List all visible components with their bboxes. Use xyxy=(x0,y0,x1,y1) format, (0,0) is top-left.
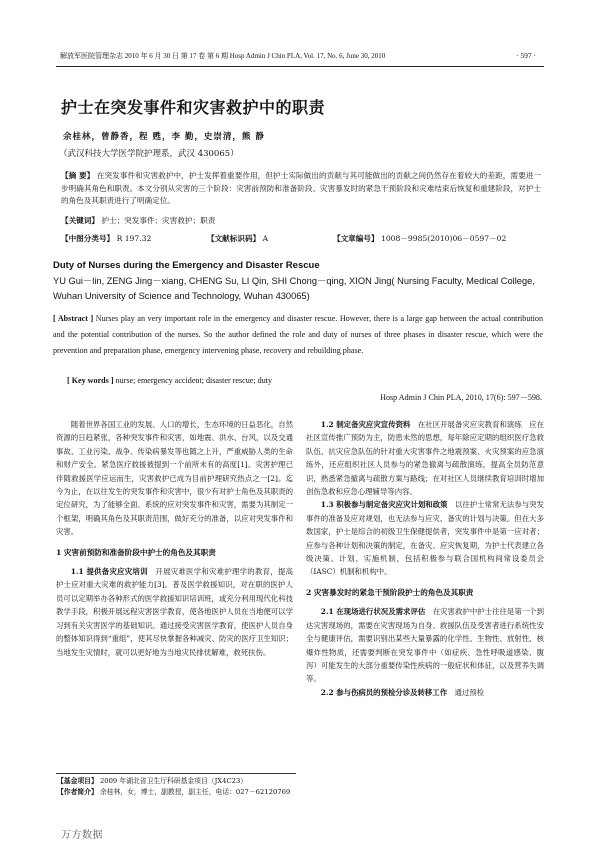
abstract-cn-label: 【摘 要】 xyxy=(61,171,95,180)
keywords-cn xyxy=(61,215,215,226)
doc-code-value: A xyxy=(262,234,269,243)
document-code xyxy=(207,233,268,244)
authors-en: YU Gui－lin, ZENG Jing－xiang, CHENG Su, LI Qin, SHI Chong－qing, XION Jing( Nursing Faculty, Medical College, Wuhan University of Science and Technology, Wuhan 430065) xyxy=(53,276,535,301)
author-bio-label: 【作者简介】 xyxy=(57,787,98,796)
section-1-1-heading: 1.1 提供备灾应灾培训 xyxy=(70,567,148,577)
section-2-2-paragraph xyxy=(306,686,544,699)
section-1-2-text: 在社区开展备灾应灾教育和演练 应在社区宣传推广预防为主，防患未然的思想，每年除应定期的组织医疗急救队伍、抗灾应急队伍的针对重大灾害事件之地震预案、火灾预案的应急演练外，还应组织社区人员参与的紧急撤离与疏散演练，提高全员防范意识，熟悉紧急撤离与疏散方案与路线；在对社区人员继续教育培训时增加创伤急救和应急心理辅导等内容。 xyxy=(306,420,544,497)
section-2-heading: 2 灾害暴发时的紧急干预阶段护士的角色及其职责 xyxy=(306,587,474,597)
keywords-cn-text: 护士；突发事件；灾害救护；职责 xyxy=(101,216,216,225)
author-bio-text: 余桂林，女，博士，副教授，副主任，电话：027－62120769 xyxy=(99,787,291,796)
abstract-en-label: [ Abstract ] xyxy=(53,314,94,323)
footnote-rule xyxy=(56,773,296,774)
section-1-3-text: 以往护士常常无法参与突发事件的准备及应对规划，也无法参与应灾、备灾的计划与决策。但在大多数国家，护士是综合的初级卫生保健提供者，突发事件中是第一应对者；应参与各种计划和决策的制定，在备灾、应灾恢复期，为护士代表建立各级决策、计划、实施机制，包括积极参与联合国机构间常设委员会（IASC）机制和机构中。 xyxy=(306,500,544,577)
affiliation-cn: （武汉科技大学医学院护理系，武汉 430065） xyxy=(59,149,239,159)
author-note xyxy=(57,787,297,798)
section-1-1-text: 开展灾难医学和灾难护理学的教育，提高护士应对重大灾难的救护能力[3]。普及医学救援知识，对在职的医护人员可以定期举办各种形式的医学救援知识培训班，或充分利用现代化科技教学手段，积极开展远程灾害医学教育，使各地医护人员在当地便可以学习到有关灾害医学的基础知识。通过接受灾害医学教育，使医护人员自身的整体知识得到“重组”，使其尽快掌握各种减灾、防灾的医疗卫生知识；当地发生灾情时，就可以更好地为当地灾民排忧解难，救死扶伤。 xyxy=(56,567,293,657)
header-rule xyxy=(56,66,544,67)
section-2-2-text: 通过预检 xyxy=(454,687,485,697)
keywords-en-text: nurse; emergency accident; disaster rescue; duty xyxy=(115,376,273,385)
abstract-en xyxy=(53,311,543,359)
article-title-en: Duty of Nurses during the Emergency and Disaster Rescue xyxy=(53,260,320,271)
keywords-cn-label: 【关键词】 xyxy=(61,216,99,225)
section-2-1-heading: 2.1 在现场进行状况及需求评估 xyxy=(320,607,426,617)
citation-en: Hosp Admin J Chin PLA, 2010, 17(6): 597－598. xyxy=(380,393,542,402)
abstract-cn xyxy=(61,170,541,208)
fund-label: 【基金项目】 xyxy=(57,777,98,785)
section-2-1-text: 在灾害救护中护士往往是第一个到达灾害现场的，需要在灾害现场为自身、救援队伍及受害者进行系统性安全与健康评估，需要识别出某些大量暴露的化学性、生物性、放射性、核爆炸性物质，还需要判断在突发事件中（如症疾、急性呼吸道感染、腹泻）可能发生的大部分重要传染性疾病的一般症状和体征，以及营养失调等。 xyxy=(306,607,544,684)
fund-note xyxy=(57,776,297,787)
fund-text: 2009 年湖北省卫生厅科研基金项目（JX4C23） xyxy=(99,777,248,785)
doc-code-label: 【文献标识码】 xyxy=(207,234,261,243)
clc-label: 【中图分类号】 xyxy=(61,234,115,243)
clc-number xyxy=(61,233,151,244)
article-no-value: 1008－9985(2010)06－0597－02 xyxy=(380,234,507,243)
page-number: · 597 · xyxy=(516,51,536,60)
abstract-en-text: Nurses play an very important role in the emergency and disaster rescue. However, there is a large gap between the actual contribution and the potential contribution of the nurses. So the author defined the role and duty of nurses of three phases in disaster rescue, which were the prevention and preparation phase, emergency intervening phase, recovery and rebuilding phase. xyxy=(53,314,543,355)
footnote xyxy=(57,776,297,797)
intro-paragraph: 随着世界各国工业的发展、人口的增长，生态环境的日益恶化，自然资源的日趋紧张，各种突发事件和灾害，如地震、洪水、台风，以及交通事故、工业污染、战争、传染病暴发等也随之上升，严重威胁人类的生命和财产安全。紧急医疗救援被提到一个前所未有的高度[1]。灾害护理已伴随救援医学应运而生，灾害救护已成为目前护理研究热点之一[2]。迄今为止，在以往发生的突发事件和灾害中，很少有对护士角色及其职责的定位研究，为了能够全面、系统的应对突发事件和灾害，需要为其制定一个框架，明确其角色及其职责范围，做好充分的准备，以应对突发事件和灾害。 xyxy=(56,420,293,537)
section-1-3-heading: 1.3 积极参与制定备灾应灾计划和政策 xyxy=(320,500,448,510)
section-1-1-paragraph xyxy=(56,565,293,659)
abstract-cn-text: 在突发事件和灾害救护中，护士发挥着重要作用，但护士实际做出的贡献与其可能做出的贡献之间仍然存在着较大的差距，需要进一步明确其角色和职责。本文分别从灾害的三个阶段：灾害前预防和准备阶段、灾害暴发时的紧急干预阶段和灾难结束后恢复和重建阶段，对护士的角色及其职责进行了明确定位。 xyxy=(61,171,541,206)
section-1-heading: 1 灾害前预防和准备阶段中护士的角色及其职责 xyxy=(56,547,216,557)
authors-cn: 余桂林，曾静香，程 甦，李 勤，史崇清，熊 静 xyxy=(63,132,265,142)
wanfang-watermark: 万方数据 xyxy=(61,830,103,841)
body-column-left xyxy=(56,418,293,659)
clc-value: R 197.32 xyxy=(116,234,152,243)
keywords-en-label: [ Key words ] xyxy=(67,376,114,385)
section-2-1-paragraph xyxy=(306,605,544,685)
body-column-right xyxy=(306,418,544,699)
keywords-en xyxy=(67,376,272,385)
section-1-2-heading: 1.2 制定备灾应灾宣传资料 xyxy=(320,420,411,429)
article-number xyxy=(333,233,506,244)
section-1-2-paragraph xyxy=(306,418,544,498)
running-header: 解放军医院管理杂志 2010 年 6 月 30 日 第 17 卷 第 6 期 Hosp Admin J Chin PLA, Vol. 17, No. 6, June 30, 2010 xyxy=(60,52,386,60)
article-no-label: 【文章编号】 xyxy=(333,234,379,243)
section-2-2-heading: 2.2 参与伤病员的预检分诊及转移工作 xyxy=(320,687,448,697)
article-title-cn: 护士在突发事件和灾害救护中的职责 xyxy=(61,98,326,117)
section-1-3-paragraph xyxy=(306,498,544,578)
